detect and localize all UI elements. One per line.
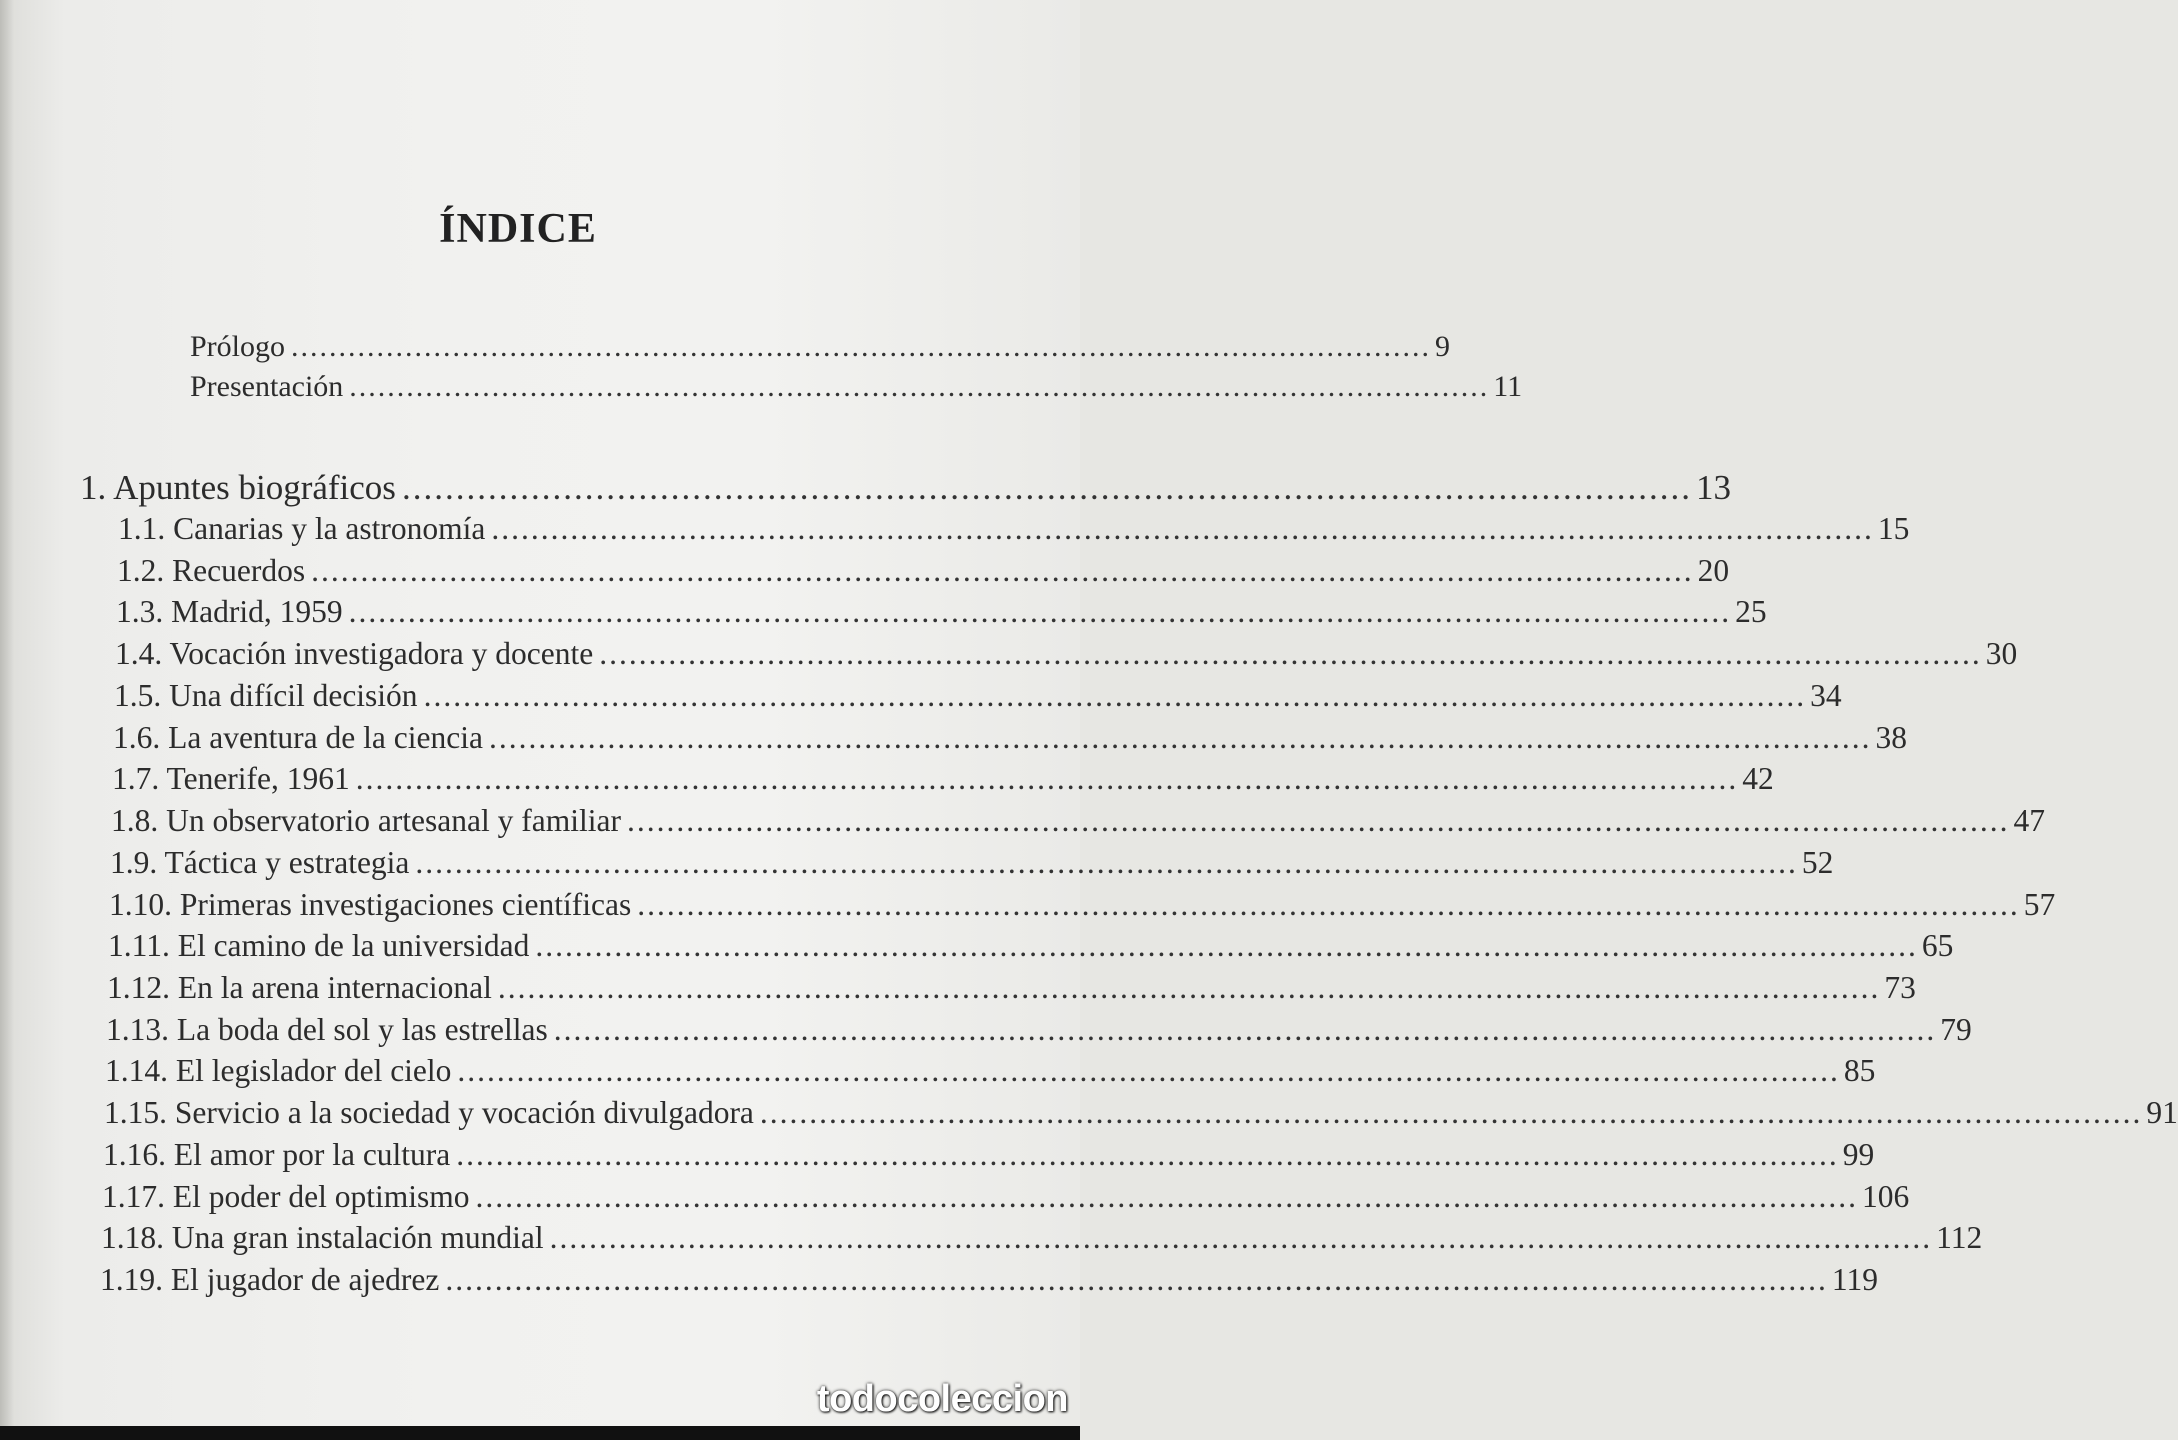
- toc-section-10: [109, 886, 2056, 923]
- dot-leader: ............................................................................................................................................: [423, 677, 1807, 713]
- toc-section-page: 15: [1877, 511, 1910, 546]
- toc-section-label: 1.5. Una difícil decisión: [114, 677, 418, 713]
- toc-section-label: 1.4. Vocación investigadora y docente: [115, 636, 594, 672]
- toc-section-1: [118, 511, 1910, 547]
- toc-section-19: [100, 1262, 1878, 1298]
- toc-entry-page: 11: [1493, 370, 1523, 403]
- dot-leader: ............................................................................................................................................: [415, 844, 1798, 880]
- toc-section-13: [106, 1011, 1972, 1048]
- toc-section-17: [102, 1178, 1910, 1215]
- dot-leader: ............................................................................................................................................: [759, 1095, 2143, 1131]
- toc-section-page: 34: [1810, 677, 1842, 713]
- dot-leader: ............................................................................................................................................: [488, 719, 1872, 755]
- toc-section-page: 73: [1884, 969, 1916, 1005]
- toc-section-page: 20: [1697, 552, 1730, 588]
- toc-section-page: 106: [1861, 1178, 1910, 1214]
- toc-section-3: [116, 594, 1767, 630]
- dot-leader: ........................................................................................................................: [349, 370, 1490, 403]
- toc-section-8: [111, 803, 2045, 839]
- toc-section-11: [108, 928, 1954, 964]
- toc-entry-presentacion: [190, 370, 1523, 404]
- toc-section-page: 30: [1985, 636, 2018, 672]
- dot-leader: ............................................................................................................................................: [535, 928, 1918, 964]
- dot-leader: ............................................................................................................................................: [599, 636, 1982, 672]
- toc-section-label: 1.18. Una gran instalación mundial: [101, 1220, 544, 1256]
- toc-section-label: 1.11. El camino de la universidad: [108, 928, 530, 964]
- toc-section-page: 42: [1742, 761, 1774, 797]
- toc-section-7: [112, 761, 1774, 797]
- toc-section-label: 1.10. Primeras investigaciones científicas: [109, 886, 632, 922]
- toc-section-15: [104, 1095, 2178, 1131]
- toc-section-2: [117, 552, 1730, 589]
- dot-leader: ............................................................................................................................................: [311, 552, 1694, 588]
- toc-section-label: 1.16. El amor por la cultura: [103, 1136, 451, 1172]
- toc-chapter-label: 1. Apuntes biográficos: [80, 468, 396, 507]
- dot-leader: ........................................................................................................................: [401, 468, 1692, 507]
- toc-entry-page: 9: [1435, 330, 1451, 363]
- toc-section-page: 85: [1843, 1053, 1876, 1089]
- toc-section-label: 1.7. Tenerife, 1961: [112, 761, 350, 797]
- toc-section-label: 1.17. El poder del optimismo: [102, 1178, 470, 1214]
- toc-section-5: [114, 677, 1842, 714]
- dot-leader: ............................................................................................................................................: [637, 886, 2020, 922]
- toc-section-page: 112: [1936, 1220, 1983, 1256]
- toc-section-label: 1.14. El legislador del cielo: [105, 1053, 452, 1089]
- watermark-logo: todocoleccion: [816, 1378, 1068, 1420]
- toc-chapter-1: [80, 468, 1731, 508]
- toc-entry-prologo: [190, 330, 1451, 364]
- toc-entry-label: Prólogo: [190, 330, 286, 363]
- toc-section-page: 79: [1940, 1011, 1972, 1047]
- dot-leader: ............................................................................................................................................: [457, 1053, 1840, 1089]
- dot-leader: ............................................................................................................................................: [445, 1262, 1828, 1297]
- toc-section-page: 52: [1801, 844, 1834, 880]
- toc-section-page: 57: [2023, 886, 2056, 922]
- toc-section-9: [110, 844, 1834, 881]
- toc-section-6: [113, 719, 1907, 756]
- dot-leader: ............................................................................................................................................: [456, 1136, 1839, 1172]
- toc-section-label: 1.2. Recuerdos: [117, 552, 306, 588]
- toc-section-label: 1.3. Madrid, 1959: [116, 594, 343, 630]
- toc-section-page: 25: [1735, 594, 1767, 630]
- toc-section-label: 1.12. En la arena internacional: [107, 969, 492, 1005]
- dot-leader: ............................................................................................................................................: [497, 969, 1881, 1005]
- toc-section-14: [105, 1053, 1876, 1089]
- dot-leader: ............................................................................................................................................: [355, 761, 1739, 797]
- toc-section-label: 1.9. Táctica y estrategia: [110, 844, 410, 880]
- toc-section-page: 65: [1921, 928, 1954, 964]
- toc-section-label: 1.6. La aventura de la ciencia: [113, 719, 483, 755]
- toc-chapter-page: 13: [1695, 468, 1731, 507]
- toc-section-label: 1.19. El jugador de ajedrez: [100, 1262, 440, 1297]
- dot-leader: ............................................................................................................................................: [553, 1011, 1937, 1047]
- dot-leader: ............................................................................................................................................: [491, 511, 1874, 546]
- toc-section-page: 47: [2013, 803, 2045, 839]
- bottom-bar: [0, 1426, 1080, 1440]
- toc-section-18: [101, 1220, 1983, 1256]
- toc-section-label: 1.1. Canarias y la astronomía: [118, 511, 486, 546]
- dot-leader: ............................................................................................................................................: [475, 1178, 1858, 1214]
- toc-section-page: 119: [1831, 1262, 1878, 1297]
- dot-leader: ........................................................................................................................: [291, 330, 1432, 363]
- toc-entry-label: Presentación: [190, 370, 344, 403]
- toc-section-page: 91: [2146, 1095, 2178, 1131]
- dot-leader: ............................................................................................................................................: [549, 1220, 1933, 1256]
- toc-section-label: 1.8. Un observatorio artesanal y familiar: [111, 803, 621, 839]
- toc-section-page: 99: [1842, 1136, 1875, 1172]
- index-title: ÍNDICE: [439, 206, 597, 252]
- toc-section-16: [103, 1136, 1875, 1173]
- toc-section-12: [107, 969, 1916, 1006]
- toc-section-page: 38: [1875, 719, 1907, 755]
- dot-leader: ............................................................................................................................................: [626, 803, 2010, 839]
- toc-section-label: 1.13. La boda del sol y las estrellas: [106, 1011, 548, 1047]
- toc-section-label: 1.15. Servicio a la sociedad y vocación divulgadora: [104, 1095, 754, 1131]
- toc-section-4: [115, 636, 2018, 672]
- dot-leader: ............................................................................................................................................: [348, 594, 1732, 630]
